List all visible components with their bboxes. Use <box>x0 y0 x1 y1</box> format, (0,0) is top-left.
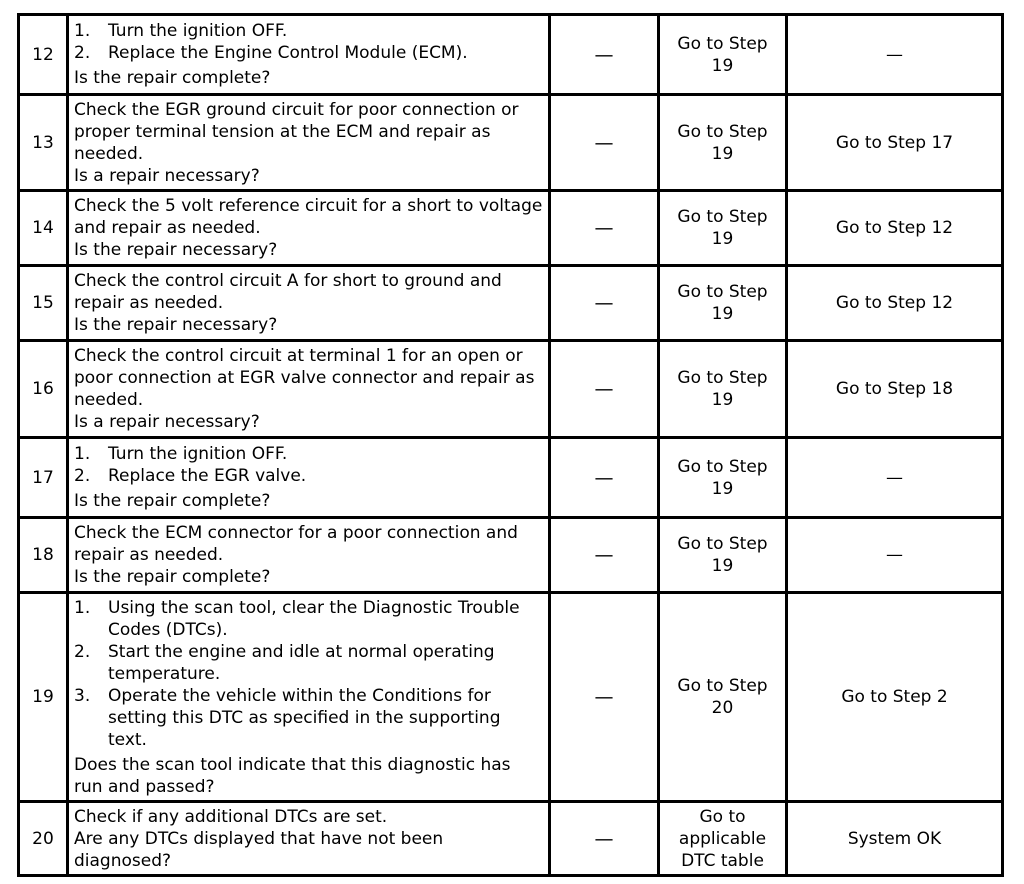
action-step-text: Turn the ignition OFF. <box>108 21 288 41</box>
action-steps-list <box>74 443 543 487</box>
action-question: Is the repair necessary? <box>74 315 278 335</box>
step-number: 19 <box>19 593 68 802</box>
action-question: Is a repair necessary? <box>74 412 260 432</box>
action-question: Is a repair necessary? <box>74 165 260 186</box>
action-text: Check the control circuit at terminal 1 for an open or poor connection at EGR valve connector and repair as needed. <box>74 346 535 410</box>
value-cell: — <box>550 15 659 95</box>
action-question: Does the scan tool indicate that this diagnostic has run and passed? <box>74 754 511 797</box>
table-row <box>19 593 1003 802</box>
no-cell: Go to Step 12 <box>787 191 1003 266</box>
action-steps-list <box>74 20 543 64</box>
step-number: 13 <box>19 95 68 191</box>
table-row <box>19 95 1003 191</box>
yes-cell: Go to Step 19 <box>659 518 787 593</box>
no-cell: Go to Step 17 <box>787 95 1003 191</box>
yes-cell: Go to Step 19 <box>659 266 787 341</box>
yes-cell: Go to Step 19 <box>659 15 787 95</box>
value-cell: — <box>550 593 659 802</box>
yes-cell: Go to Step 20 <box>659 593 787 802</box>
diagnostic-table <box>17 13 1004 877</box>
yes-cell: Go to Step 19 <box>659 191 787 266</box>
no-cell: — <box>787 518 1003 593</box>
action-step: 2. Replace the Engine Control Module (ECM). <box>74 43 468 63</box>
step-number: 18 <box>19 518 68 593</box>
action-question: Are any DTCs displayed that have not been diagnosed? <box>74 828 444 871</box>
table-row <box>19 266 1003 341</box>
action-text: Check the control circuit A for short to ground and repair as needed. <box>74 271 502 313</box>
diagnostic-table-body <box>19 15 1003 876</box>
table-row <box>19 518 1003 593</box>
action-cell <box>68 15 550 95</box>
step-number: 20 <box>19 802 68 876</box>
action-text: Check the 5 volt reference circuit for a short to voltage and repair as needed. <box>74 196 543 238</box>
action-step: 2. Start the engine and idle at normal operating temperature. <box>74 641 495 684</box>
action-question: Is the repair complete? <box>74 491 271 511</box>
step-number: 16 <box>19 341 68 438</box>
yes-cell: Go to Step 19 <box>659 95 787 191</box>
diagnostic-table-container <box>17 13 1004 877</box>
action-cell <box>68 438 550 518</box>
table-row <box>19 341 1003 438</box>
action-cell <box>68 266 550 341</box>
action-step-text: Turn the ignition OFF. <box>108 444 288 464</box>
action-cell <box>68 95 550 191</box>
no-cell: — <box>787 15 1003 95</box>
step-number: 17 <box>19 438 68 518</box>
action-cell <box>68 593 550 802</box>
no-cell: Go to Step 12 <box>787 266 1003 341</box>
action-text: Check the EGR ground circuit for poor connection or proper terminal tension at the ECM and repair as needed. <box>74 99 519 164</box>
action-step: 3. Operate the vehicle within the Conditions for setting this DTC as specified in the supporting text. <box>74 685 501 750</box>
table-row <box>19 438 1003 518</box>
value-cell: — <box>550 341 659 438</box>
action-step-text: Operate the vehicle within the Conditions for setting this DTC as specified in the supporting text. <box>108 685 501 750</box>
action-question: Is the repair complete? <box>74 68 271 88</box>
action-step-text: Using the scan tool, clear the Diagnostic Trouble Codes (DTCs). <box>108 597 520 640</box>
action-step: 1. Using the scan tool, clear the Diagnostic Trouble Codes (DTCs). <box>74 597 520 640</box>
yes-cell: Go to Step 19 <box>659 438 787 518</box>
value-cell: — <box>550 191 659 266</box>
step-number: 15 <box>19 266 68 341</box>
action-step: 2. Replace the EGR valve. <box>74 466 307 486</box>
table-row <box>19 15 1003 95</box>
action-step-text: Replace the EGR valve. <box>108 466 307 486</box>
no-cell: — <box>787 438 1003 518</box>
step-number: 12 <box>19 15 68 95</box>
action-question: Is the repair complete? <box>74 567 271 587</box>
table-row <box>19 191 1003 266</box>
value-cell: — <box>550 802 659 876</box>
action-cell <box>68 341 550 438</box>
value-cell: — <box>550 438 659 518</box>
action-text: Check the ECM connector for a poor connection and repair as needed. <box>74 523 518 565</box>
no-cell: Go to Step 18 <box>787 341 1003 438</box>
no-cell: Go to Step 2 <box>787 593 1003 802</box>
action-step-text: Start the engine and idle at normal operating temperature. <box>108 641 495 684</box>
value-cell: — <box>550 95 659 191</box>
action-cell <box>68 802 550 876</box>
action-step-text: Replace the Engine Control Module (ECM). <box>108 43 468 63</box>
value-cell: — <box>550 518 659 593</box>
action-text: Check if any additional DTCs are set. <box>74 806 388 827</box>
table-row <box>19 802 1003 876</box>
yes-cell: Go to Step 19 <box>659 341 787 438</box>
action-question: Is the repair necessary? <box>74 240 278 260</box>
step-number: 14 <box>19 191 68 266</box>
action-cell <box>68 191 550 266</box>
value-cell: — <box>550 266 659 341</box>
action-step: 1. Turn the ignition OFF. <box>74 444 288 464</box>
no-cell: System OK <box>787 802 1003 876</box>
yes-cell: Go to applicable DTC table <box>659 802 787 876</box>
action-cell <box>68 518 550 593</box>
action-step: 1. Turn the ignition OFF. <box>74 21 288 41</box>
action-steps-list <box>74 597 543 751</box>
